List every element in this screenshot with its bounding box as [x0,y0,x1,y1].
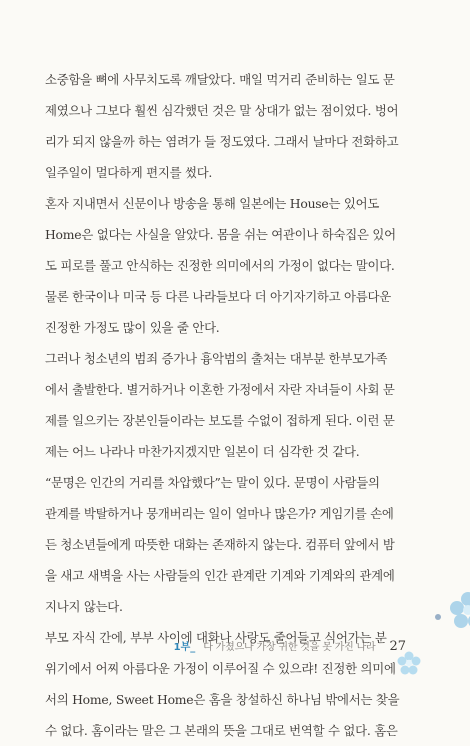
text-line: 에서 출발한다. 별거하거나 이혼한 가정에서 자란 자녀들이 사회 문 [45,382,395,397]
page-number: 27 [389,639,406,654]
text-line: 진정한 가정도 많이 있을 줄 안다. [45,320,220,335]
text-line: 도 피로를 풀고 안식하는 진정한 의미에서의 가정이 없다는 말이다. [45,258,395,273]
text-line: 물론 한국이나 미국 등 다른 나라들보다 더 아기자기하고 아름다운 [45,289,391,304]
page-footer [174,638,406,658]
chapter-title: 다 가졌으나 가장 귀한 것을 못 가진 나라 [203,642,376,653]
part-label: 1부_ [173,642,196,653]
text-line: 부모 자식 간에, 부부 사이에 대화나 사랑도 줄어들고 식어가는 분 [45,630,387,645]
text-line: 그러나 청소년의 범죄 증가나 흉악범의 출처는 대부분 한부모가족 [45,351,388,366]
decoration-dot [435,614,441,620]
flower-icon [396,650,422,676]
text-line: 지나지 않는다. [45,599,123,614]
text-line: 을 새고 새벽을 사는 사람들의 인간 관계란 기계와 기계와의 관계에 [45,568,395,583]
text-line: 서의 Home, Sweet Home은 홈을 창설하신 하나님 밖에서는 찾을 [45,692,400,707]
text-line: Home은 없다는 사실을 알았다. 몸을 쉬는 여관이나 하숙집은 있어 [45,227,396,242]
text-line: 위기에서 어찌 아름다운 가정이 이루어질 수 있으랴! 진정한 의미에 [45,661,396,676]
flower-icon [448,590,470,630]
text-line: 제는 어느 나라나 마찬가지겠지만 일본이 더 심각한 것 같다. [45,444,360,459]
text-line: 수 없다. 홈이라는 말은 그 본래의 뜻을 그대로 번역할 수 없다. 홈은 [45,723,398,738]
text-line: 관계를 박탈하거나 뭉개버리는 일이 얼마나 많은가? 게임기를 손에 [45,506,394,521]
text-line: “문명은 인간의 거리를 차압했다”는 말이 있다. 문명이 사람들의 [45,475,380,490]
text-line: 혼자 지내면서 신문이나 방송을 통해 일본에는 House는 있어도 [45,196,380,211]
text-line: 일주일이 멀다하게 편지를 썼다. [45,165,213,180]
text-line: 든 청소년들에게 따뜻한 대화는 존재하지 않는다. 컴퓨터 앞에서 밤 [45,537,395,552]
text-line: 소중함을 뼈에 사무치도록 깨달았다. 매일 먹거리 준비하는 일도 문 [45,72,395,87]
text-line: 리가 되지 않을까 하는 염려가 들 정도였다. 그래서 날마다 전화하고 [45,134,399,149]
text-line: 제를 일으키는 장본인들이라는 보도를 수없이 접하게 된다. 이런 문 [45,413,395,428]
text-line: 제였으나 그보다 훨씬 심각했던 것은 말 상대가 없는 점이었다. 벙어 [45,103,399,118]
